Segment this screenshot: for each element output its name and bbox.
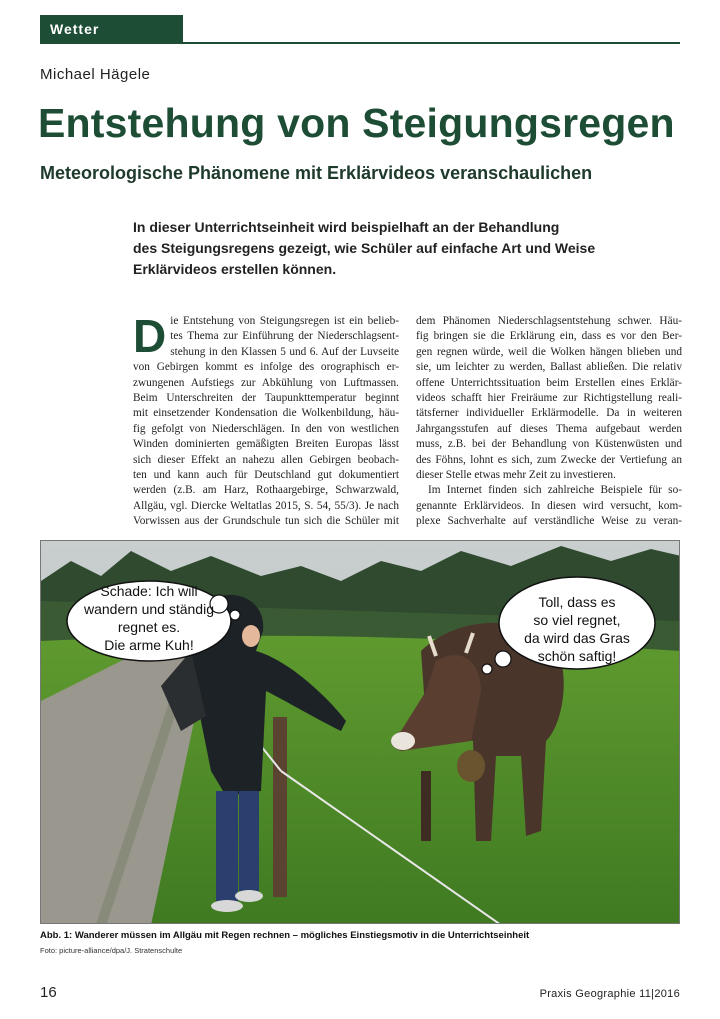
bubble-left-line: regnet es. <box>117 619 181 635</box>
lead-line: des Steigungsregens gezeigt, wie Schüler auf einfache Art und Weise <box>133 240 596 256</box>
body-line: Vorwissen aus der Grundschule tun sich die Schüler mit <box>133 515 399 528</box>
body-line: Jahrgangsstufen auf dieses Thema aufgebaut werden <box>416 422 682 435</box>
body-line: genannte Erklärvideos. In diesen wird versucht, kom- <box>416 499 682 512</box>
photo-credit: Foto: picture-alliance/dpa/J. Stratenschulte <box>40 946 183 955</box>
body-line: Winden dominierten gemäßigten Breiten Europas lässt <box>133 438 399 451</box>
body-line: fig gefolgt von Niederschlägen. In den von westlichen <box>133 422 399 435</box>
body-line: plexe Sachverhalte auf verständliche Weise zu veran- <box>416 515 682 528</box>
figure-caption: Abb. 1: Wanderer müssen im Allgäu mit Regen rechnen – mögliches Einstiegsmotiv in die Unterrichtseinheit <box>40 930 530 941</box>
lead-line: In dieser Unterrichtseinheit wird beispielhaft an der Behandlung <box>133 219 560 235</box>
drop-cap: D <box>133 310 167 362</box>
bubble-left-line: Die arme Kuh! <box>104 637 194 653</box>
photo-illustration <box>41 541 680 924</box>
lead-line: Erklärvideos erstellen können. <box>133 261 337 277</box>
body-line: Allgäu, vgl. Diercke Weltatlas 2015, S. 54, 55/3). Je nach <box>133 499 399 512</box>
bubble-left-line: wandern und ständig <box>84 601 214 617</box>
body-line: werden (z.B. am Harz, Rothaargebirge, Schwarzwald, <box>133 484 399 497</box>
body-line: mit einsetzender Kondensation die Wolkenbildung, häu- <box>133 407 399 420</box>
thought-dot <box>495 651 511 667</box>
body-line: dem Phänomen Niederschlagsentstehung schwer. Häu- <box>416 315 682 327</box>
bubble-right-line: schön saftig! <box>537 648 617 664</box>
body-column-left <box>133 310 399 529</box>
bubble-right-line: da wird das Gras <box>524 630 630 646</box>
bubble-right-line: so viel regnet, <box>533 612 621 628</box>
bubble-right-line: Toll, dass es <box>538 594 616 610</box>
lead-paragraph <box>133 217 603 280</box>
body-line: muss, z.B. bei der Behandlung von Küstenwüsten und <box>416 438 682 451</box>
body-line: fig bringen sie die Erklärung ein, dass es vor den Ber- <box>416 330 682 343</box>
body-line: tätsferner individueller Erklärmodelle. Da in weiteren <box>416 407 682 420</box>
body-line: offene Unterrichtssituation beim Erstellen eines Erklär- <box>416 376 682 389</box>
author-name: Michael Hägele <box>40 66 151 83</box>
body-line: von Gebirgen kommt es infolge des orographisch er- <box>133 361 399 374</box>
thought-dot <box>230 610 240 620</box>
fence-post <box>273 717 287 897</box>
article-subtitle: Meteorologische Phänomene mit Erklärvideos veranschaulichen <box>40 163 593 183</box>
body-column-right <box>416 314 682 529</box>
thought-dot <box>482 664 492 674</box>
journal-issue: Praxis Geographie 11|2016 <box>539 988 680 1000</box>
body-line: zwungenen Aufstiegs zur Abkühlung von Luftmassen. <box>133 376 399 389</box>
body-line: tes Thema zur Einführung der Niederschlagsent- <box>170 330 399 343</box>
body-line: des Föhns, lohnt es sich, zum Zwecke der Vertiefung an <box>416 453 682 466</box>
body-line: gen regnen würde, weil die Wolken hängen blieben und <box>416 345 682 358</box>
body-line: dieser Stelle etwas mehr Zeit zu investieren. <box>416 468 616 481</box>
section-label: Wetter <box>40 15 183 43</box>
page-number: 16 <box>40 984 57 1001</box>
figure-photo <box>40 540 680 924</box>
bubble-left-line: Schade: Ich will <box>100 583 198 599</box>
article-title: Entstehung von Steigungsregen <box>38 100 675 146</box>
body-line: Beim Unterschreiten der Taupunkttemperatur beginnt <box>133 391 399 404</box>
section-divider <box>40 42 680 44</box>
body-line: ie Entstehung von Steigungsregen ist ein belieb- <box>170 315 399 327</box>
body-line: Im Internet finden sich zahlreiche Beispiele für so- <box>428 484 682 497</box>
body-line: sich dieser Effekt an nahezu allen Gebirgen beobach- <box>133 453 399 466</box>
body-line: ten und kann auch für Deutschland gut dokumentiert <box>133 468 399 481</box>
body-line: sie, um leichter zu werden, Ballast abließen. Die relativ <box>416 361 682 374</box>
body-line: stehung in den Klassen 5 und 6. Auf der Luvseite <box>170 345 399 358</box>
body-line: videos schafft hier Freiräume zur Richtigstellung reali- <box>416 391 682 404</box>
